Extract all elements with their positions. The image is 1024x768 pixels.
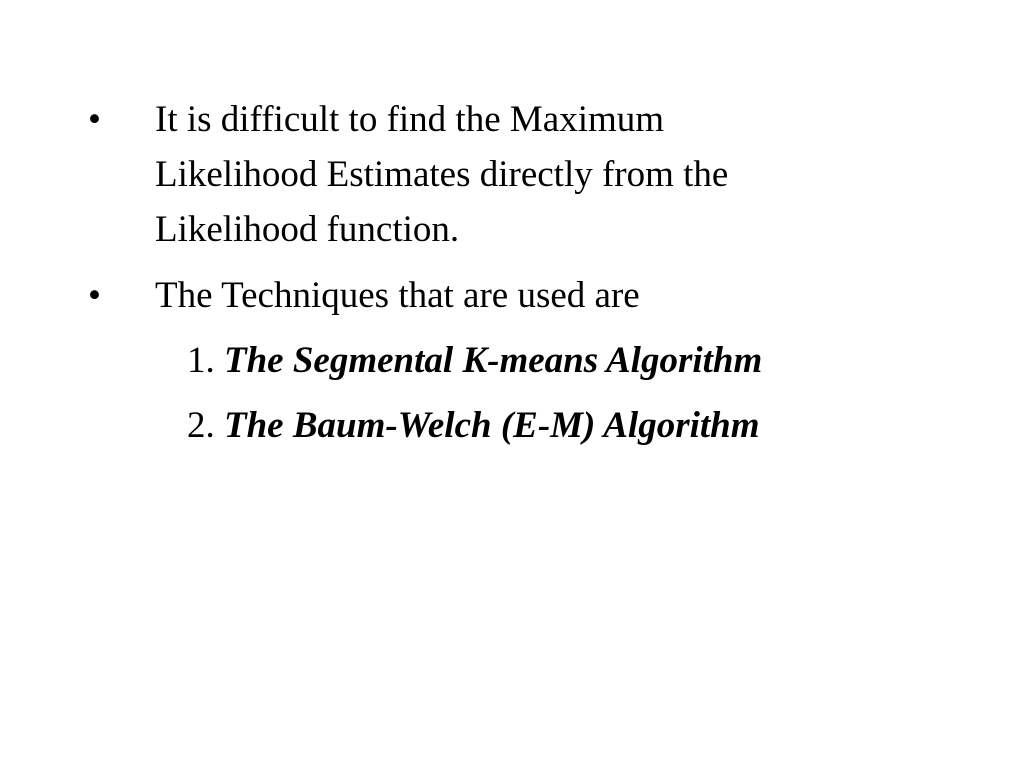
technique-title: The Segmental K-means Algorithm: [224, 340, 763, 381]
bullet-line: Likelihood function.: [155, 209, 460, 250]
technique-item: [187, 398, 760, 453]
bullet-marker: •: [88, 275, 101, 316]
bullet-text: [155, 268, 915, 323]
technique-number: 2.: [187, 405, 215, 446]
technique-number: 1.: [187, 340, 215, 381]
bullet-line: The Techniques that are used are: [155, 275, 640, 316]
technique-item: [187, 333, 762, 388]
bullet-marker: •: [88, 99, 101, 140]
technique-title: The Baum-Welch (E-M) Algorithm: [224, 405, 760, 446]
bullet-line: It is difficult to find the Maximum: [155, 99, 665, 140]
bullet-line: Likelihood Estimates directly from the: [155, 154, 729, 195]
bullet-text: [155, 92, 915, 257]
